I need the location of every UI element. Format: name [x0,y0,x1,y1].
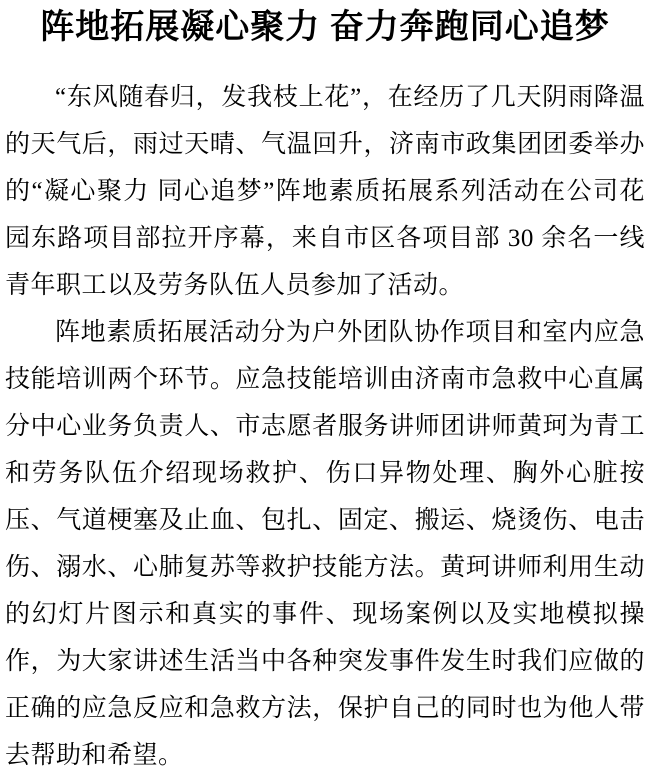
body-paragraph-1: “东风随春归，发我枝上花”，在经历了几天阴雨降温的天气后，雨过天晴、气温回升，济南市政集团团委举办的“凝心聚力 同心追梦”阵地素质拓展系列活动在公司花园东路项目部拉开序幕，来自市区各项目部 30 余名一线青年职工以及劳务队伍人员参加了活动。 [5,84,645,299]
document-body [5,74,645,779]
body-paragraph-2: 阵地素质拓展活动分为户外团队协作项目和室内应急技能培训两个环节。应急技能培训由济南市急救中心直属分中心业务负责人、市志愿者服务讲师团讲师黄珂为青工和劳务队伍介绍现场救护、伤口异物处理、胸外心脏按压、气道梗塞及止血、包扎、固定、搬运、烧烫伤、电击伤、溺水、心肺复苏等救护技能方法。黄珂讲师利用生动的幻灯片图示和真实的事件、现场案例以及实地模拟操作，为大家讲述生活当中各种突发事件发生时我们应做的正确的应急反应和急救方法，保护自己的同时也为他人带去帮助和希望。 [5,319,645,769]
page-title: 阵地拓展凝心聚力 奋力奔跑同心追梦 [40,9,610,46]
